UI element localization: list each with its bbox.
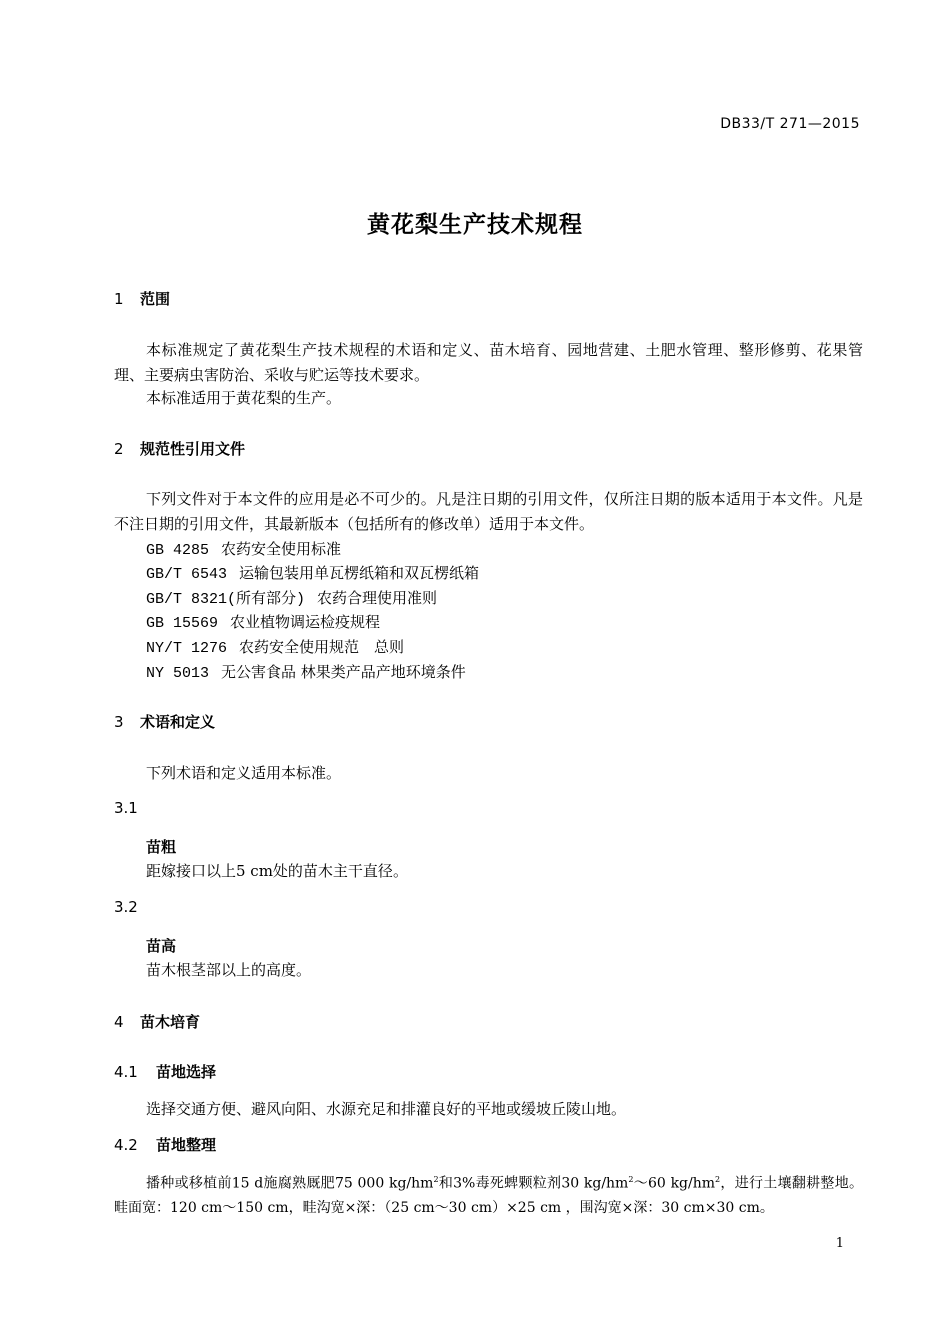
section-title: 规范性引用文件: [140, 440, 246, 458]
subsection-number: 4.2: [114, 1136, 138, 1154]
terms-intro: 下列术语和定义适用本标准。: [146, 764, 342, 782]
section-heading-4: [114, 1011, 200, 1032]
section-heading-1: [114, 288, 170, 309]
reference-item: GB/T 6543 运输包装用单瓦楞纸箱和双瓦楞纸箱: [146, 564, 480, 583]
section-heading-2: [114, 438, 245, 459]
term-number: 3.2: [114, 898, 138, 916]
subsection-heading-4-1: [114, 1061, 216, 1082]
reference-item: GB/T 8321(所有部分) 农药合理使用准则: [146, 589, 438, 608]
page-number: 1: [835, 1236, 844, 1251]
subsection-number: 4.1: [114, 1063, 138, 1081]
section-number: 3: [114, 713, 124, 731]
subsection-heading-4-2: [114, 1134, 216, 1155]
term-number: 3.1: [114, 799, 138, 817]
section-title: 术语和定义: [140, 713, 216, 731]
normative-references-intro: 下列文件对于本文件的应用是必不可少的。凡是注日期的引用文件，仅所注日期的版本适用于本文件。凡是不注日期的引用文件，其最新版本（包括所有的修改单）适用于本文件。: [114, 490, 863, 533]
reference-item: GB 4285 农药安全使用标准: [146, 540, 342, 559]
site-preparation-paragraph: 播种或移植前15 d施腐熟厩肥75 000 $kg/hm^2$和3%毒死蜱颗粒剂30 $kg/hm^2\sim 60$ $kg/hm^2$，进行土壤翻耕整地。畦面宽：120 cm～150 cm，畦沟宽×深：（25 cm～30 cm）×25 cm ，围沟宽×深：30 cm×30 cm。: [114, 1175, 864, 1217]
section-number: 2: [114, 440, 124, 458]
site-selection-paragraph: 选择交通方便、避风向阳、水源充足和排灌良好的平地或缓坡丘陵山地。: [146, 1100, 627, 1118]
section-title: 苗木培育: [140, 1013, 201, 1031]
section-title: 范围: [140, 290, 171, 308]
document-number: DB33/T 271—2015: [720, 116, 860, 132]
document-title: 黄花梨生产技术规程: [367, 212, 583, 238]
term-definition: 苗木根茎部以上的高度。: [146, 961, 312, 979]
term-name: 苗粗: [146, 838, 177, 856]
section-number: 4: [114, 1013, 124, 1031]
term-name: 苗高: [146, 937, 177, 955]
reference-item: GB 15569 农业植物调运检疫规程: [146, 613, 381, 632]
subsection-title: 苗地选择: [156, 1063, 217, 1081]
subsection-title: 苗地整理: [156, 1136, 217, 1154]
scope-paragraph-2: 本标准适用于黄花梨的生产。: [146, 389, 342, 407]
section-heading-3: [114, 711, 215, 732]
reference-item: NY 5013 无公害食品 林果类产品产地环境条件: [146, 663, 466, 682]
scope-paragraph-1: 本标准规定了黄花梨生产技术规程的术语和定义、苗木培育、园地营建、土肥水管理、整形修剪、花果管理、主要病虫害防治、采收与贮运等技术要求。: [114, 341, 863, 384]
term-definition: 距嫁接口以上5 cm处的苗木主干直径。: [146, 862, 408, 880]
section-number: 1: [114, 290, 124, 308]
reference-item: NY/T 1276 农药安全使用规范 总则: [146, 638, 405, 657]
